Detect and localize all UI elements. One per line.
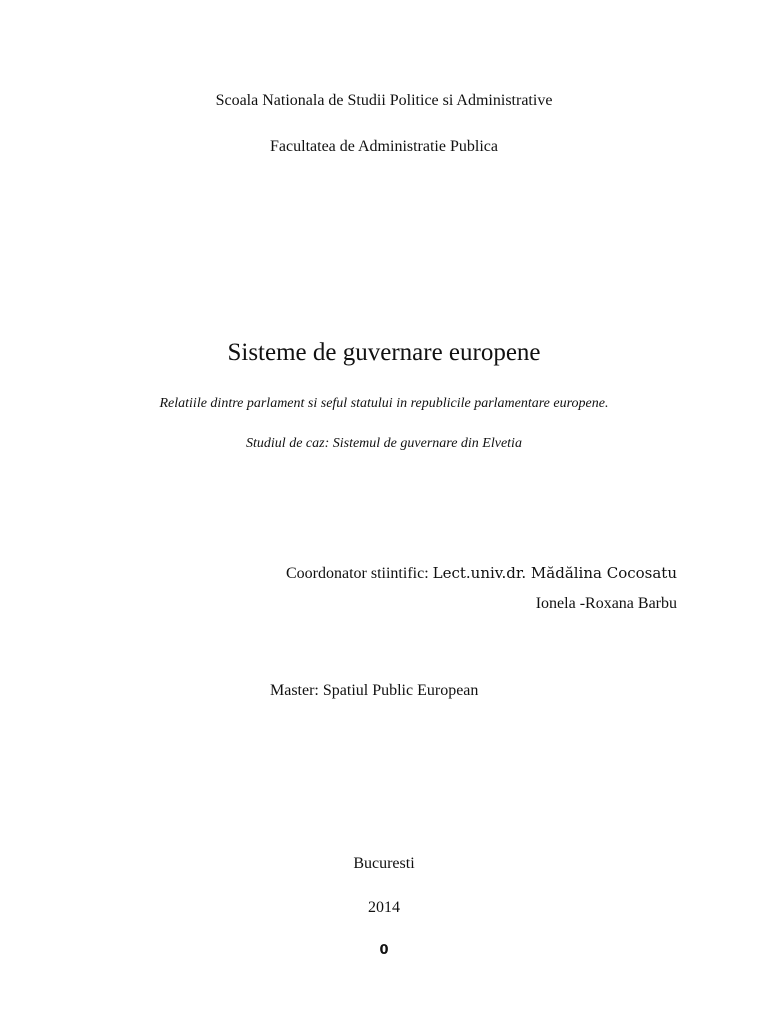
coordinator-name: Lect.univ.dr. Mădălina Cocosatu (432, 564, 677, 582)
author-name: Ionela -Roxana Barbu (535, 595, 677, 612)
case-study-line: Studiul de caz: Sistemul de guvernare din Elvetia (246, 436, 522, 451)
coordinator-line (286, 564, 677, 583)
document-subtitle: Relatiile dintre parlament si seful statului in republicile parlamentare europene. (159, 396, 609, 411)
page-number: 0 (379, 943, 389, 958)
document-title: Sisteme de guvernare europene (227, 339, 541, 366)
year: 2014 (368, 899, 400, 916)
faculty-name: Facultatea de Administratie Publica (270, 138, 498, 155)
city: Bucuresti (353, 855, 415, 872)
master-program: Master: Spatiul Public European (270, 682, 479, 699)
institution-name: Scoala Nationala de Studii Politice si Administrative (215, 92, 553, 109)
coordinator-label: Coordonator stiintific: (285, 565, 429, 582)
